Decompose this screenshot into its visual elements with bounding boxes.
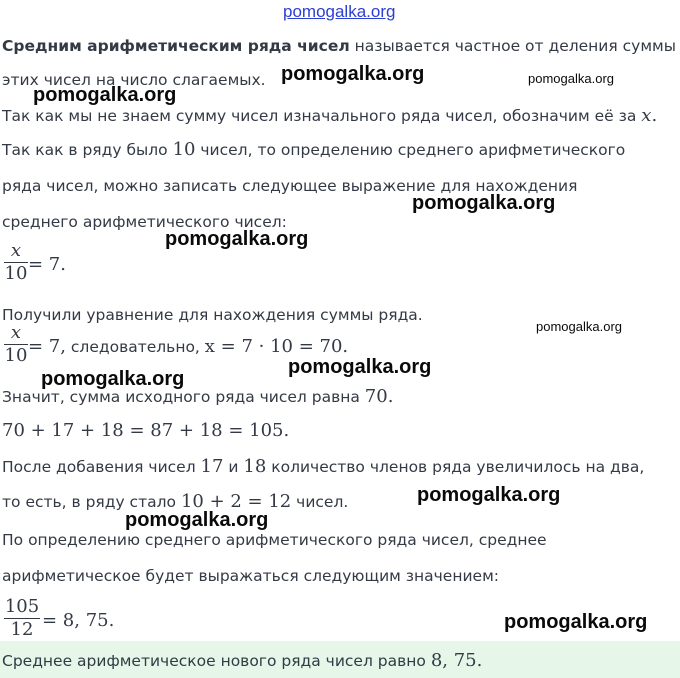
fraction-numerator: x (10, 322, 22, 343)
text-line: Так как мы не знаем сумму чисел изначального ряда чисел, обозначим её за x. (2, 105, 658, 126)
text-line: ряда чисел, можно записать следующее выражение для нахождения (2, 177, 578, 195)
sum-equation: 70 + 17 + 18 = 87 + 18 = 105. (2, 420, 290, 441)
watermark: pomogalka.org (288, 356, 432, 378)
fraction-denominator: 10 (4, 263, 28, 284)
watermark: pomogalka.org (33, 84, 177, 106)
math-number: 18 (243, 456, 267, 477)
text-line: арифметическое будет выражаться следующим значением: (2, 567, 499, 585)
text-span: После добавения чисел (2, 458, 201, 476)
math-span: x = 7 · 10 = 70. (204, 336, 349, 357)
math-number: 8, 75. (430, 650, 483, 671)
text-span: следовательно, (65, 338, 205, 356)
text-line: По определению среднего арифметического ряда чисел, среднее (2, 531, 547, 549)
math-number: 10 (172, 139, 196, 160)
watermark: pomogalka.org (504, 611, 648, 633)
watermark-link[interactable]: pomogalka.org (283, 2, 396, 21)
math-span: 10 + 2 = 12 (180, 491, 292, 512)
fraction-numerator: x (10, 240, 22, 261)
definition-term: Средним арифметическим ряда чисел (2, 37, 350, 55)
fraction-denominator: 12 (10, 619, 34, 640)
text-line (2, 457, 644, 477)
watermark: pomogalka.org (41, 368, 185, 390)
equation-rhs: = 7. (28, 254, 66, 275)
watermark: pomogalka.org (417, 484, 561, 506)
definition-text: называется частное от деления суммы (349, 37, 676, 55)
text-span: чисел. (291, 493, 349, 511)
fraction-denominator: 10 (4, 345, 28, 366)
fraction-x-over-10 (4, 241, 28, 284)
text-span: количество членов ряда увеличилось на два, (266, 458, 645, 476)
watermark: pomogalka.org (412, 192, 556, 214)
fraction-105-over-12 (4, 597, 40, 640)
text-span: Так как в ряду было (2, 141, 173, 159)
watermark: pomogalka.org (528, 71, 614, 86)
watermark: pomogalka.org (281, 63, 425, 85)
text-span: Значит, сумма исходного ряда чисел равна (2, 388, 365, 406)
math-span: = 7, (28, 336, 66, 357)
text-line (2, 387, 393, 407)
text-span: Так как мы не знаем сумму чисел изначального ряда чисел, обозначим её за (2, 107, 642, 125)
definition-line (2, 36, 676, 56)
text-line (2, 492, 348, 512)
text-span: Среднее арифметическое нового ряда чисел равно (2, 652, 431, 670)
watermark: pomogalka.org (165, 228, 309, 250)
math-number: 17 (200, 456, 224, 477)
final-answer (2, 651, 482, 671)
equation-rhs (28, 336, 348, 357)
math-number: 70. (364, 386, 394, 407)
watermark: pomogalka.org (536, 319, 622, 334)
text-span: то есть, в ряду стало (2, 493, 181, 511)
text-span: и (223, 458, 244, 476)
definition-line-2: этих чисел на число слагаемых. (2, 71, 266, 89)
fraction-numerator: 105 (4, 596, 40, 617)
equation-rhs: = 8, 75. (42, 610, 115, 631)
text-span: чисел, то определению среднего арифметического (195, 141, 626, 159)
math-var: x (641, 105, 652, 126)
text-line (2, 140, 625, 160)
watermark: pomogalka.org (125, 509, 269, 531)
text-line: среднего арифметического чисел: (2, 213, 287, 231)
fraction-x-over-10 (4, 323, 28, 366)
text-line: Получили уравнение для нахождения суммы ряда. (2, 306, 423, 324)
